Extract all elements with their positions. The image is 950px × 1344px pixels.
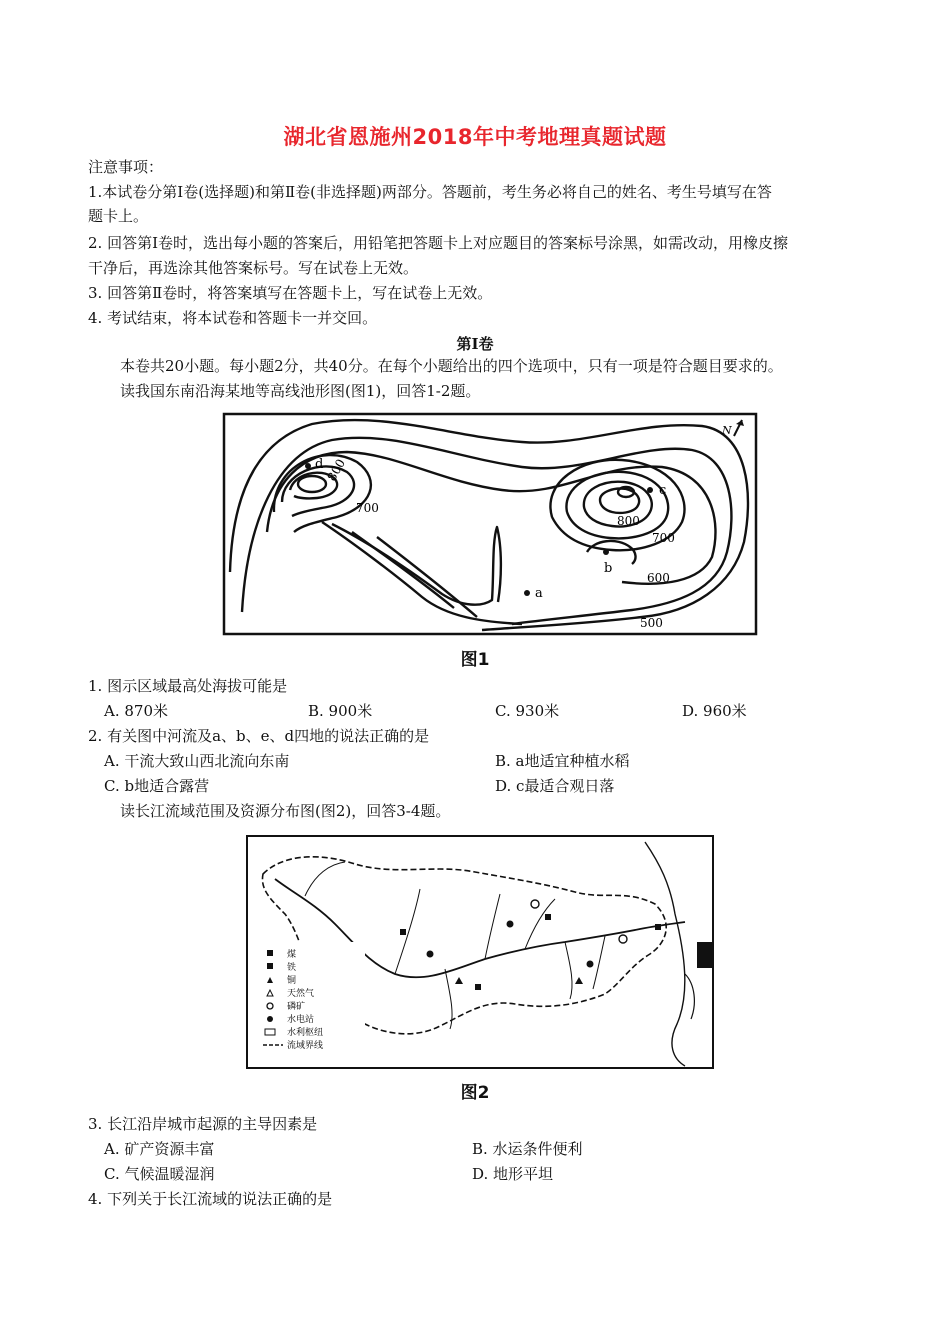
point-label-d: d: [315, 457, 324, 472]
option-b: B. 水运条件便利: [472, 1140, 583, 1158]
point-a-marker: [524, 590, 530, 596]
legend-label: 磷矿: [287, 1002, 306, 1012]
yangtze-basin-map-figure: [245, 834, 715, 1070]
option-a: A. 矿产资源丰富: [104, 1140, 215, 1158]
point-label-c: c: [659, 483, 667, 498]
option-c: C. 930米: [495, 702, 560, 720]
legend-label: 铁: [287, 963, 297, 973]
point-label-b: b: [604, 561, 613, 576]
contour-label: 700: [652, 531, 675, 545]
north-arrow-icon: [721, 420, 744, 437]
legend-label: 水电站: [287, 1015, 315, 1025]
option-d: D. c最适合观日落: [495, 777, 615, 795]
point-c-marker: [647, 487, 653, 493]
notice-item: 2. 回答第Ⅰ卷时，选出每小题的答案后，用铅笔把答题卡上对应题目的答案标号涂黑，如需改动，用橡皮擦: [88, 234, 789, 252]
figure-caption: 图1: [460, 650, 490, 670]
point-d-marker: [305, 463, 311, 469]
option-d: D. 地形平坦: [472, 1165, 554, 1183]
legend-label: 流域界线: [287, 1041, 324, 1051]
north-label: N: [722, 424, 732, 437]
option-b: B. 900米: [308, 702, 373, 720]
figure-caption: 图2: [460, 1083, 490, 1103]
read-instruction-1: 读我国东南沿海某地等高线池形图(图1)，回答1-2题。: [120, 382, 481, 400]
notice-item: 干净后，再选涂其他答案标号。写在试卷上无效。: [88, 259, 419, 277]
contour-label: 500: [640, 616, 663, 630]
question-stem: 3. 长江沿岸城市起源的主导因素是: [88, 1115, 318, 1133]
notice-item: 3. 回答第Ⅱ卷时，将答案填写在答题卡上，写在试卷上无效。: [88, 284, 493, 302]
question-stem: 4. 下列关于长江流域的说法正确的是: [88, 1190, 333, 1208]
option-b: B. a地适宜种植水稻: [495, 752, 630, 770]
option-c: C. b地适合露营: [104, 777, 210, 795]
point-b-marker: [603, 549, 609, 555]
notice-heading: 注意事项：: [88, 158, 164, 176]
legend-label: 铜: [287, 976, 297, 986]
question-stem: 1. 图示区域最高处海拔可能是: [88, 677, 288, 695]
option-d: D. 960米: [682, 702, 747, 720]
page-title: 湖北省恩施州2018年中考地理真题试题: [283, 125, 667, 149]
contour-label: 700: [356, 501, 379, 515]
option-a: A. 干流大致山西北流向东南: [104, 752, 290, 770]
contour-label: 800: [617, 514, 640, 528]
question-stem: 2. 有关图中河流及a、b、e、d四地的说法正确的是: [88, 727, 430, 745]
map-legend: [257, 942, 365, 1060]
contour-label: 600: [647, 571, 670, 585]
legend-label: 水利枢纽: [287, 1028, 324, 1038]
section-heading: 第Ⅰ卷: [456, 335, 494, 353]
contour-map-figure: [222, 412, 760, 638]
read-instruction-2: 读长江流域范围及资源分布图(图2)，回答3-4题。: [120, 802, 451, 820]
option-c: C. 气候温暖湿润: [104, 1165, 215, 1183]
notice-item: 4. 考试结束，将本试卷和答题卡一并交回。: [88, 309, 378, 327]
notice-item: 1.本试卷分第Ⅰ卷(选择题)和第Ⅱ卷(非选择题)两部分。答题前，考生务必将自己的姓名、考生号填写在答: [88, 183, 772, 201]
legend-label: 煤: [287, 950, 297, 960]
contour-label: 800: [324, 456, 349, 484]
point-label-a: a: [535, 586, 543, 601]
legend-label: 天然气: [287, 989, 315, 999]
section-intro: 本卷共20小题。每小题2分，共40分。在每个小题给出的四个选项中，只有一项是符合题目要求的。: [120, 357, 783, 375]
option-a: A. 870米: [104, 702, 168, 720]
notice-item: 题卡上。: [88, 207, 149, 225]
